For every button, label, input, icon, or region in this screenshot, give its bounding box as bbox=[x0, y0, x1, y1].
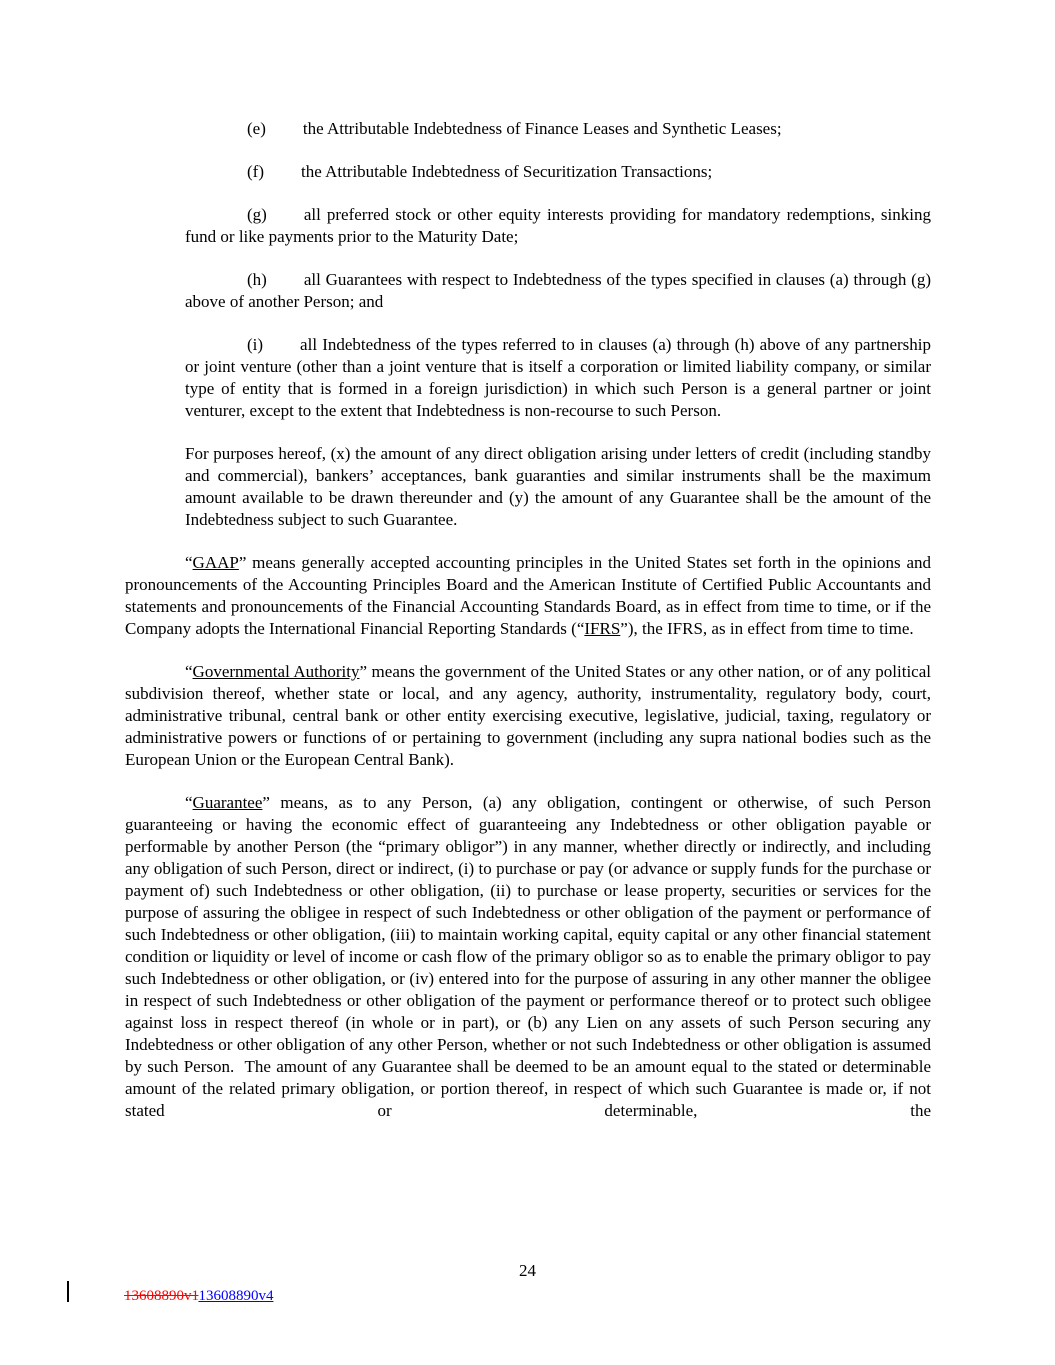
clause-h-label: (h) bbox=[247, 270, 267, 289]
clause-g bbox=[185, 204, 931, 248]
paragraph-for-purposes bbox=[185, 443, 931, 531]
guarantee-definition-text: ” means, as to any Person, (a) any obligation, contingent or otherwise, of such Person guaranteeing or having the economic effect of guaranteeing any Indebtedness or other obligation payable or performable by another Person (the “primary obligor”) in any manner, whether directly or indirectly, and including any obligation of such Person, direct or indirect, (i) to purchase or pay (or advance or supply funds for the purchase or payment of) such Indebtedness or other obligation, (ii) to purchase or lease property, securities or services for the purpose of assuring the obligee in respect of such Indebtedness or other obligation of the payment or performance of such Indebtedness or other obligation, (iii) to maintain working capital, equity capital or any other financial statement condition or liquidity or level of income or cash flow of the primary obligor so as to enable the primary obligor to pay such Indebtedness or other obligation, or (iv) entered into for the purpose of assuring in any other manner the obligee in respect of such Indebtedness or other obligation of the payment or performance thereof or to protect such obligee against loss in respect thereof (in whole or in part), or (b) any Lien on any assets of such Person securing any Indebtedness or other obligation of any other Person, whether or not such Indebtedness or other obligation is assumed by such Person. The amount of any Guarantee shall be deemed to be an amount equal to the stated or determinable amount of the related primary obligation, or portion thereof, in respect of which such Guarantee is made or, if not stated or determinable, the bbox=[125, 793, 931, 1120]
open-quote: “ bbox=[185, 662, 193, 681]
open-quote: “ bbox=[185, 793, 193, 812]
clause-e-label: (e) bbox=[247, 119, 266, 138]
clause-i-text: all Indebtedness of the types referred to in clauses (a) through (h) above of any partnership or joint venture (other than a joint venture that is itself a corporation or limited liability company, or similar type of entity that is formed in a foreign jurisdiction) in which such Person is a general partner or joint venturer, except to the extent that Indebtedness is non-recourse to such Person. bbox=[185, 335, 931, 420]
defined-term-ifrs: IFRS bbox=[584, 619, 621, 638]
document-id-footer bbox=[124, 1287, 273, 1305]
governmental-authority-definition-text: ” means the government of the United States or any other nation, or of any political subdivision thereof, whether state or local, and any agency, authority, instrumentality, regulatory body, court, administrative tribunal, central bank or other entity exercising executive, legislative, judicial, taxing, regulatory or administrative powers or functions of or pertaining to government (including any supra national bodies such as the European Union or the European Central Bank). bbox=[125, 662, 931, 769]
defined-term-guarantee: Guarantee bbox=[192, 793, 263, 812]
change-bar bbox=[67, 1281, 69, 1302]
paragraph-guarantee-definition bbox=[125, 792, 931, 1122]
page-number: 24 bbox=[519, 1261, 536, 1280]
inserted-doc-id: 13608890v4 bbox=[198, 1288, 274, 1304]
clause-f-text: the Attributable Indebtedness of Securitization Transactions; bbox=[300, 162, 713, 181]
clause-i bbox=[185, 334, 931, 422]
page-content bbox=[125, 118, 931, 1122]
clause-g-text: all preferred stock or other equity interests providing for mandatory redemptions, sinking fund or like payments prior to the Maturity Date; bbox=[185, 205, 931, 246]
gaap-definition-text: ” means generally accepted accounting principles in the United States set forth in the opinions and pronouncements of the Accounting Principles Board and the American Institute of Certified Public Accountants and statements and pronouncements of the Financial Accounting Standards Board, as in effect from time to time, or if the Company adopts the International Financial Reporting Standards (“ bbox=[125, 553, 931, 638]
clause-h-text: all Guarantees with respect to Indebtedness of the types specified in clauses (a) through (g) above of another Person; and bbox=[185, 270, 931, 311]
open-quote: “ bbox=[185, 553, 193, 572]
deleted-doc-id: 13608890v1 bbox=[124, 1288, 199, 1304]
paragraph-governmental-authority-definition bbox=[125, 661, 931, 771]
defined-term-gaap: GAAP bbox=[192, 553, 239, 572]
for-purposes-text: For purposes hereof, (x) the amount of any direct obligation arising under letters of credit (including standby and commercial), bankers’ acceptances, bank guaranties and similar instruments shall be the maximum amount available to be drawn thereunder and (y) the amount of any Guarantee shall be the amount of the Indebtedness subject to such Guarantee. bbox=[185, 444, 931, 529]
defined-term-governmental-authority: Governmental Authority bbox=[192, 662, 360, 681]
clause-e-text: the Attributable Indebtedness of Finance Leases and Synthetic Leases; bbox=[302, 119, 782, 138]
clause-f bbox=[185, 161, 931, 183]
clause-h bbox=[185, 269, 931, 313]
clause-e bbox=[185, 118, 931, 140]
clause-i-label: (i) bbox=[247, 335, 264, 354]
clause-f-label: (f) bbox=[247, 162, 264, 181]
paragraph-gaap-definition bbox=[125, 552, 931, 640]
clause-g-label: (g) bbox=[247, 205, 267, 224]
gaap-definition-end: ”), the IFRS, as in effect from time to time. bbox=[620, 619, 914, 638]
